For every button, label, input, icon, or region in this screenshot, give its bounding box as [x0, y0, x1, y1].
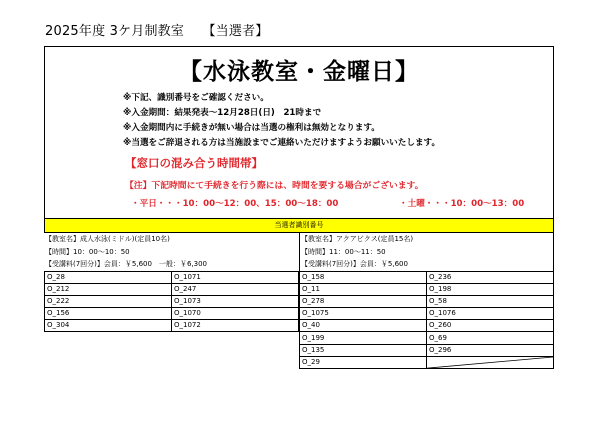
id-cell: O_40: [300, 320, 427, 332]
table-row: [300, 295, 553, 307]
class-name: 【教室名】成人水泳(ミドル)(定員10名): [45, 235, 170, 243]
table-row: [45, 308, 299, 320]
table-row: [45, 283, 299, 295]
id-cell: O_1076: [427, 308, 554, 320]
notes-list: [123, 91, 440, 151]
caution-text: 【注】下記時間にて手続きを行う際には、時間を要する場合がございます。: [125, 181, 424, 191]
id-cell: O_156: [45, 308, 172, 320]
id-cell: O_11: [300, 283, 427, 295]
class-block-aquabics: [299, 233, 554, 369]
note-line: ※入金期間内に手続きが無い場合は当選の権利は無効となります。: [123, 123, 380, 133]
saturday-hours: ・土曜・・・10：00～13：00: [399, 199, 525, 209]
id-cell: O_198: [427, 283, 554, 295]
id-cell: O_199: [300, 332, 427, 344]
table-row: [45, 320, 299, 332]
winner-id-band: 当選者識別番号: [44, 218, 554, 233]
notice-box: [44, 46, 554, 218]
note-line: ※入金期間：結果発表～12月28日(日) 21時まで: [123, 108, 322, 118]
id-cell: O_296: [427, 344, 554, 356]
document-header: [45, 20, 268, 39]
diagonal-strike-line: [427, 357, 553, 368]
id-cell: O_1071: [172, 271, 299, 283]
table-row: [45, 295, 299, 307]
id-cell: O_236: [427, 271, 554, 283]
id-cell: O_1075: [300, 308, 427, 320]
busy-hours-title: 【窓口の混み合う時間帯】: [125, 156, 263, 170]
class-fee: 【受講料(7回分)】会員：￥5,600 一般：￥6,300: [45, 260, 207, 268]
id-cell: O_1073: [172, 295, 299, 307]
id-cell: O_247: [172, 283, 299, 295]
id-cell: O_1072: [172, 320, 299, 332]
empty-cell-strike: [427, 356, 554, 368]
id-cell: O_304: [45, 320, 172, 332]
weekday-hours: ・平日・・・10：00～12：00、15：00～18：00: [131, 199, 339, 209]
table-row: [45, 271, 299, 283]
table-row: [300, 308, 553, 320]
id-table: [44, 271, 299, 333]
id-cell: O_278: [300, 295, 427, 307]
note-line: ※当選をご辞退される方は当施設までご連絡いただけますようお願いいたします。: [123, 138, 441, 148]
id-cell: O_212: [45, 283, 172, 295]
id-cell: O_135: [300, 344, 427, 356]
table-row: [300, 320, 553, 332]
table-row: [300, 332, 553, 344]
id-cell: O_58: [427, 295, 554, 307]
class-name: 【教室名】アクアビクス(定員15名): [301, 235, 414, 243]
table-row: [300, 283, 553, 295]
id-cell: O_260: [427, 320, 554, 332]
id-cell: O_28: [45, 271, 172, 283]
class-time: 【時間】11：00～11：50: [301, 247, 386, 256]
class-fee: 【受講料(7回分)】会員：￥5,600: [301, 260, 408, 268]
status-label: 【当選者】: [202, 24, 269, 39]
table-row: [300, 271, 553, 283]
class-block-adult-swim: [44, 233, 299, 332]
year-title: 2025年度 3ケ月制教室: [45, 24, 185, 39]
id-table: [300, 271, 553, 370]
id-cell: O_29: [300, 356, 427, 368]
notice-title: 【水泳教室・金曜日】: [179, 59, 419, 85]
class-time: 【時間】10：00～10：50: [45, 247, 130, 256]
note-line: ※下記、識別番号をご確認ください。: [123, 93, 269, 103]
id-cell: O_222: [45, 295, 172, 307]
table-row: [300, 344, 553, 356]
id-cell: O_69: [427, 332, 554, 344]
table-row: [300, 356, 553, 368]
id-cell: O_158: [300, 271, 427, 283]
id-cell: O_1070: [172, 308, 299, 320]
